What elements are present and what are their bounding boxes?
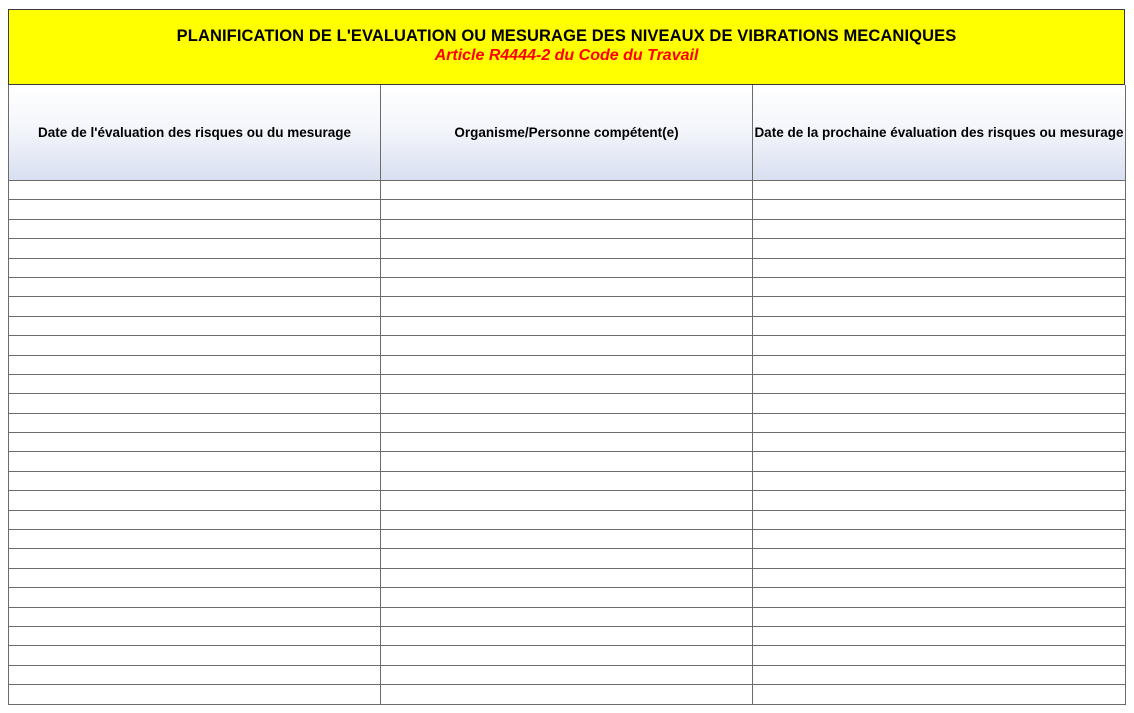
table-row <box>9 239 1126 258</box>
cell-date-evaluation[interactable] <box>9 471 381 490</box>
cell-organisme[interactable] <box>381 277 753 296</box>
cell-organisme[interactable] <box>381 316 753 335</box>
cell-organisme[interactable] <box>381 471 753 490</box>
cell-organisme[interactable] <box>381 568 753 587</box>
table-body <box>9 181 1126 705</box>
table-row <box>9 510 1126 529</box>
table-row <box>9 181 1126 200</box>
planning-sheet <box>8 9 1125 705</box>
header-organisme: Organisme/Personne compétent(e) <box>381 85 753 181</box>
cell-organisme[interactable] <box>381 219 753 238</box>
cell-organisme[interactable] <box>381 646 753 665</box>
table-row <box>9 588 1126 607</box>
cell-date-prochaine[interactable] <box>753 239 1126 258</box>
cell-date-evaluation[interactable] <box>9 588 381 607</box>
cell-date-prochaine[interactable] <box>753 355 1126 374</box>
cell-organisme[interactable] <box>381 491 753 510</box>
cell-date-evaluation[interactable] <box>9 394 381 413</box>
cell-date-prochaine[interactable] <box>753 568 1126 587</box>
cell-date-evaluation[interactable] <box>9 665 381 684</box>
table-row <box>9 394 1126 413</box>
cell-date-prochaine[interactable] <box>753 433 1126 452</box>
cell-date-prochaine[interactable] <box>753 277 1126 296</box>
table-row <box>9 297 1126 316</box>
cell-date-evaluation[interactable] <box>9 530 381 549</box>
cell-organisme[interactable] <box>381 374 753 393</box>
cell-date-prochaine[interactable] <box>753 336 1126 355</box>
table-row <box>9 471 1126 490</box>
table-row <box>9 491 1126 510</box>
cell-date-prochaine[interactable] <box>753 646 1126 665</box>
table-row <box>9 626 1126 645</box>
cell-organisme[interactable] <box>381 510 753 529</box>
cell-organisme[interactable] <box>381 433 753 452</box>
planning-table <box>8 85 1126 705</box>
cell-date-prochaine[interactable] <box>753 200 1126 219</box>
table-row <box>9 258 1126 277</box>
cell-date-evaluation[interactable] <box>9 336 381 355</box>
cell-date-prochaine[interactable] <box>753 685 1126 704</box>
cell-date-evaluation[interactable] <box>9 433 381 452</box>
cell-date-evaluation[interactable] <box>9 510 381 529</box>
cell-date-prochaine[interactable] <box>753 549 1126 568</box>
cell-date-prochaine[interactable] <box>753 394 1126 413</box>
cell-date-prochaine[interactable] <box>753 181 1126 200</box>
cell-organisme[interactable] <box>381 588 753 607</box>
cell-date-evaluation[interactable] <box>9 549 381 568</box>
table-row <box>9 665 1126 684</box>
table-row <box>9 413 1126 432</box>
title-banner <box>8 9 1125 85</box>
cell-date-evaluation[interactable] <box>9 646 381 665</box>
table-row <box>9 568 1126 587</box>
cell-date-evaluation[interactable] <box>9 491 381 510</box>
cell-date-prochaine[interactable] <box>753 452 1126 471</box>
cell-date-evaluation[interactable] <box>9 607 381 626</box>
header-date-prochaine: Date de la prochaine évaluation des risques ou mesurage <box>753 85 1126 181</box>
cell-date-prochaine[interactable] <box>753 588 1126 607</box>
table-row <box>9 607 1126 626</box>
table-row <box>9 336 1126 355</box>
cell-date-prochaine[interactable] <box>753 297 1126 316</box>
cell-date-prochaine[interactable] <box>753 413 1126 432</box>
cell-date-prochaine[interactable] <box>753 316 1126 335</box>
table-row <box>9 549 1126 568</box>
cell-organisme[interactable] <box>381 200 753 219</box>
cell-date-evaluation[interactable] <box>9 568 381 587</box>
header-date-evaluation: Date de l'évaluation des risques ou du mesurage <box>9 85 381 181</box>
cell-date-evaluation[interactable] <box>9 355 381 374</box>
cell-date-evaluation[interactable] <box>9 626 381 645</box>
cell-date-evaluation[interactable] <box>9 200 381 219</box>
cell-date-evaluation[interactable] <box>9 685 381 704</box>
table-row <box>9 277 1126 296</box>
cell-organisme[interactable] <box>381 258 753 277</box>
cell-date-prochaine[interactable] <box>753 258 1126 277</box>
cell-date-evaluation[interactable] <box>9 452 381 471</box>
table-row <box>9 685 1126 704</box>
cell-organisme[interactable] <box>381 181 753 200</box>
table-row <box>9 433 1126 452</box>
cell-date-evaluation[interactable] <box>9 374 381 393</box>
document-subtitle: Article R4444-2 du Code du Travail <box>434 47 699 64</box>
table-row <box>9 374 1126 393</box>
cell-organisme[interactable] <box>381 530 753 549</box>
cell-date-prochaine[interactable] <box>753 626 1126 645</box>
cell-organisme[interactable] <box>381 685 753 704</box>
cell-organisme[interactable] <box>381 355 753 374</box>
cell-date-evaluation[interactable] <box>9 219 381 238</box>
cell-date-evaluation[interactable] <box>9 181 381 200</box>
cell-date-prochaine[interactable] <box>753 374 1126 393</box>
table-row <box>9 200 1126 219</box>
cell-organisme[interactable] <box>381 413 753 432</box>
cell-date-prochaine[interactable] <box>753 530 1126 549</box>
cell-organisme[interactable] <box>381 665 753 684</box>
cell-organisme[interactable] <box>381 336 753 355</box>
cell-date-prochaine[interactable] <box>753 471 1126 490</box>
document-title: PLANIFICATION DE L'EVALUATION OU MESURAGE DES NIVEAUX DE VIBRATIONS MECANIQUES <box>176 27 957 45</box>
cell-date-prochaine[interactable] <box>753 219 1126 238</box>
cell-date-prochaine[interactable] <box>753 665 1126 684</box>
cell-organisme[interactable] <box>381 297 753 316</box>
cell-organisme[interactable] <box>381 239 753 258</box>
cell-organisme[interactable] <box>381 549 753 568</box>
cell-date-evaluation[interactable] <box>9 413 381 432</box>
table-row <box>9 452 1126 471</box>
cell-organisme[interactable] <box>381 626 753 645</box>
cell-organisme[interactable] <box>381 452 753 471</box>
cell-date-evaluation[interactable] <box>9 277 381 296</box>
cell-organisme[interactable] <box>381 607 753 626</box>
table-row <box>9 355 1126 374</box>
table-row <box>9 219 1126 238</box>
cell-organisme[interactable] <box>381 394 753 413</box>
cell-date-prochaine[interactable] <box>753 510 1126 529</box>
cell-date-prochaine[interactable] <box>753 607 1126 626</box>
table-row <box>9 530 1126 549</box>
table-row <box>9 646 1126 665</box>
table-row <box>9 316 1126 335</box>
cell-date-evaluation[interactable] <box>9 297 381 316</box>
header-row <box>9 85 1126 181</box>
cell-date-prochaine[interactable] <box>753 491 1126 510</box>
cell-date-evaluation[interactable] <box>9 316 381 335</box>
cell-date-evaluation[interactable] <box>9 239 381 258</box>
cell-date-evaluation[interactable] <box>9 258 381 277</box>
